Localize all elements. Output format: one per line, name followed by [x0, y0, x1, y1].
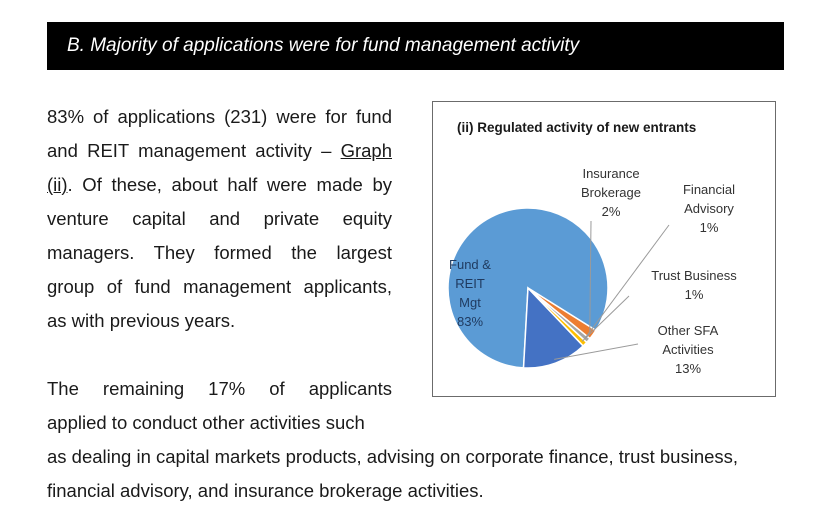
slice-label-financial: Financial Advisory 1% [682, 182, 736, 235]
section-title: B. Majority of applications were for fund management activity [67, 35, 580, 56]
p1-line-1: 83% of applications (231) were for fund [47, 106, 392, 127]
slice-label-other: Other SFA Activities 13% [657, 323, 719, 376]
paragraph-fund-management [47, 100, 392, 338]
p2-line-3: as dealing in capital markets products, advising on corporate finance, trust business, [47, 446, 739, 467]
paragraph-remaining [47, 372, 392, 440]
p1-line-3 [47, 168, 392, 202]
p2-line-2: applied to conduct other activities such [47, 412, 365, 433]
p1-line-6: group of fund management applicants, [47, 276, 392, 297]
p1-line-2-text: and REIT management activity – [47, 140, 341, 161]
p1-line-3-text: . Of these, about half were made by [67, 174, 392, 195]
p2-line-1: The remaining 17% of applicants [47, 378, 392, 399]
slice-label-trust: Trust Business 1% [651, 268, 737, 302]
p1-line-7: as with previous years. [47, 310, 236, 331]
p2-line-4: financial advisory, and insurance brokerage activities. [47, 480, 484, 501]
pie-chart [433, 102, 775, 396]
graph-link-ii[interactable]: (ii) [47, 174, 68, 195]
p1-line-2 [47, 134, 392, 168]
p1-line-4: venture capital and private equity [47, 208, 392, 229]
section-header [47, 22, 784, 70]
chart-title: (ii) Regulated activity of new entrants [457, 120, 697, 135]
slice-label-insurance: Insurance Brokerage 2% [581, 166, 641, 219]
graph-link[interactable]: Graph [340, 140, 392, 161]
chart-container [432, 101, 776, 397]
slice-label-fund: Fund & REIT Mgt 83% [449, 257, 491, 329]
p1-line-5: managers. They formed the largest [47, 242, 392, 263]
